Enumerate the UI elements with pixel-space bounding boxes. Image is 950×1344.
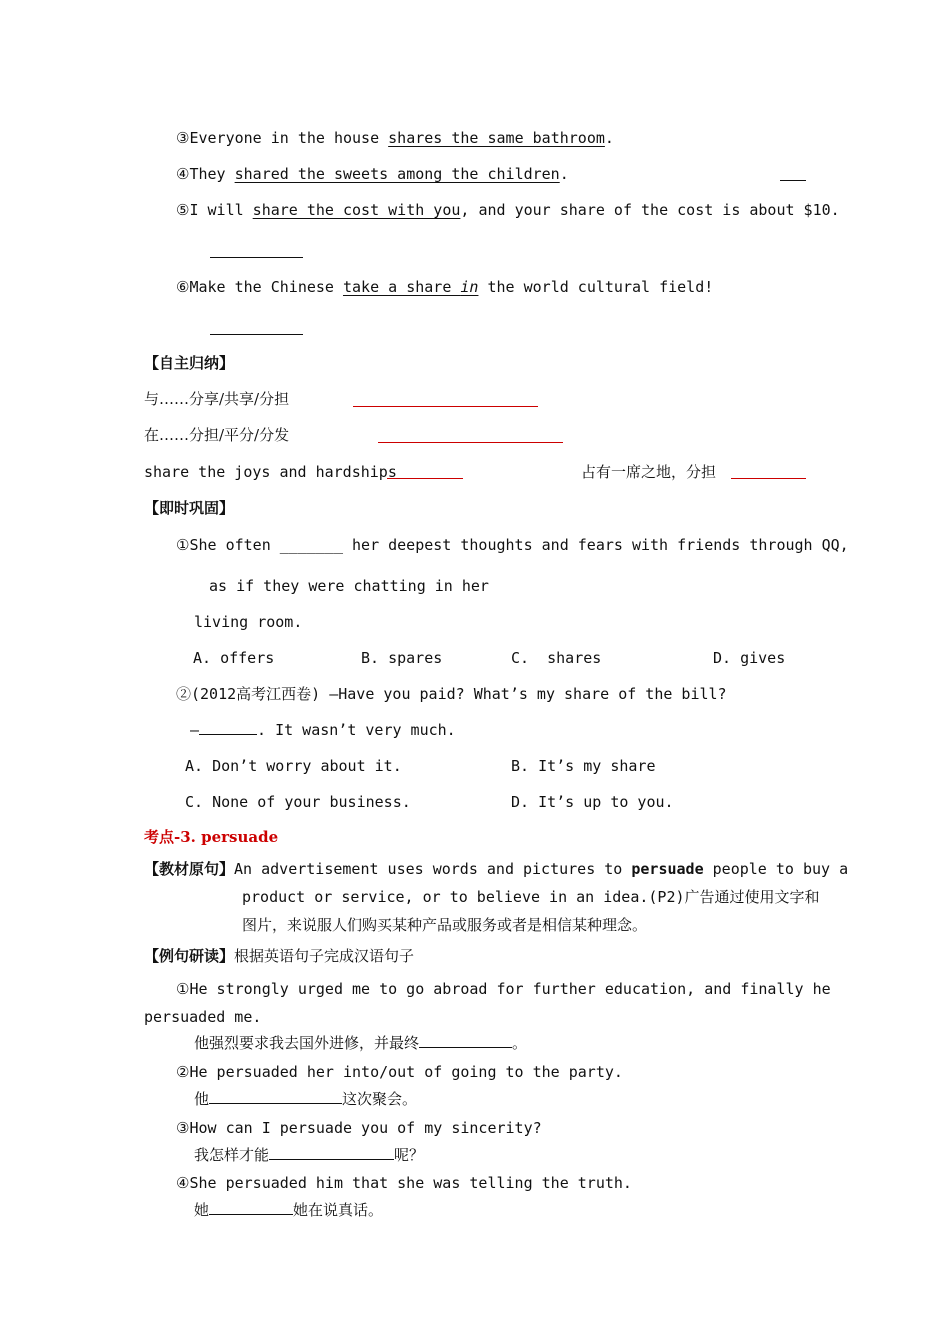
answer-blank[interactable] — [419, 1033, 512, 1048]
answer-blank[interactable] — [378, 442, 563, 443]
summary-row-3-left: share the joys and hardships — [144, 463, 397, 481]
study-sentence-1: ①He strongly urged me to go abroad for further education, and finally he — [176, 980, 831, 998]
answer-blank[interactable] — [731, 478, 806, 479]
section-title: 考点-3. persuade — [144, 828, 279, 846]
option-d[interactable]: D. gives — [713, 649, 786, 667]
study-sentence-4-cn: 她 她在说真话。 — [194, 1201, 384, 1219]
answer-blank[interactable] — [210, 334, 303, 335]
summary-row-1: 与……分享/共享/分担 — [144, 390, 290, 408]
study-sentence-4: ④She persuaded him that she was telling the truth. — [176, 1174, 632, 1192]
answer-blank[interactable] — [209, 1089, 342, 1104]
summary-heading: 【自主归纳】 — [144, 354, 235, 372]
study-sentence-2-cn: 他 这次聚会。 — [194, 1090, 418, 1108]
option-c[interactable]: C. shares — [511, 649, 602, 667]
study-sentence-3-cn: 我怎样才能 呢？ — [194, 1146, 425, 1164]
example-4: ④They shared the sweets among the children. — [176, 165, 569, 183]
answer-blank[interactable] — [199, 720, 257, 735]
option-c[interactable]: C. None of your business. — [185, 793, 411, 811]
textbook-sentence: 【教材原句】An advertisement uses words and pictures to persuade people to buy a — [144, 860, 849, 878]
practice-heading: 【即时巩固】 — [144, 499, 235, 517]
question-1: ①She often _______ her deepest thoughts and fears with friends through QQ, — [176, 536, 849, 554]
option-b[interactable]: B. It’s my share — [511, 757, 656, 775]
answer-blank[interactable] — [210, 257, 303, 258]
option-d[interactable]: D. It’s up to you. — [511, 793, 674, 811]
example-3: ③Everyone in the house shares the same bathroom. — [176, 129, 614, 147]
question-2: ②(2012高考江西卷) —Have you paid? What’s my share of the bill? — [176, 685, 727, 703]
study-sentence-1-cont: persuaded me. — [144, 1008, 262, 1026]
study-sentence-3: ③How can I persuade you of my sincerity? — [176, 1119, 542, 1137]
study-sentence-1-cn: 他强烈要求我去国外进修，并最终 。 — [194, 1034, 528, 1052]
answer-blank[interactable] — [269, 1145, 394, 1160]
question-1-cont: as if they were chatting in her — [209, 577, 489, 595]
answer-blank[interactable] — [209, 1200, 293, 1215]
study-heading: 【例句研读】根据英语句子完成汉语句子 — [144, 947, 415, 965]
option-a[interactable]: A. offers — [193, 649, 275, 667]
answer-blank[interactable] — [387, 478, 463, 479]
study-sentence-2: ②He persuaded her into/out of going to the party. — [176, 1063, 623, 1081]
example-5: ⑤I will share the cost with you, and your share of the cost is about $10. — [176, 201, 840, 219]
summary-row-2: 在……分担/平分/分发 — [144, 426, 290, 444]
question-2-answer-line: — . It wasn’t very much. — [190, 721, 456, 739]
option-a[interactable]: A. Don’t worry about it. — [185, 757, 402, 775]
answer-blank[interactable] — [780, 180, 806, 181]
answer-blank[interactable] — [353, 406, 538, 407]
example-6: ⑥Make the Chinese take a share in the world cultural field! — [176, 278, 714, 296]
option-b[interactable]: B. spares — [361, 649, 443, 667]
textbook-sentence-cont: product or service, or to believe in an idea.(P2)广告通过使用文字和 — [242, 888, 820, 906]
textbook-sentence-translation: 图片，来说服人们购买某种产品或服务或者是相信某种理念。 — [242, 916, 648, 934]
summary-row-3-right: 占有一席之地，分担 — [581, 463, 717, 481]
question-1-cont: living room. — [194, 613, 303, 631]
